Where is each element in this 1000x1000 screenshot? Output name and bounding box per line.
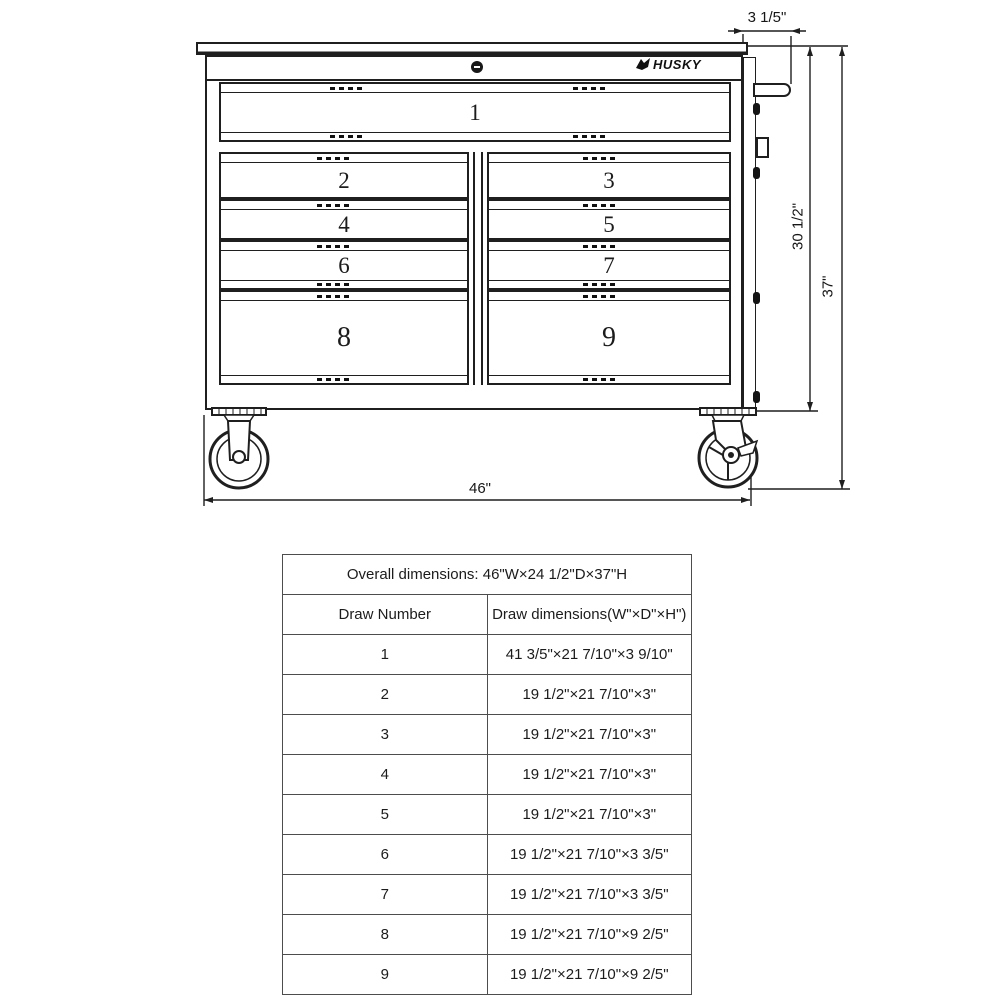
drawer-7-face	[489, 251, 729, 280]
dim-label-overall-width: 46"	[468, 480, 491, 497]
table-row	[283, 795, 692, 835]
drawer-9-label: 9	[602, 322, 616, 353]
drawer-7-bottom-rail	[489, 280, 729, 288]
drawer-number-cell: 8	[283, 915, 488, 955]
drawer-dimensions-cell: 19 1/2"×21 7/10"×9 2/5"	[487, 955, 692, 995]
drawer-5-label: 5	[603, 211, 615, 237]
drawer-6-face	[221, 251, 467, 280]
drawer-9	[487, 290, 731, 385]
drawer-1	[219, 82, 731, 142]
husky-logo	[636, 56, 728, 73]
side-rail-bracket	[753, 292, 760, 304]
table-row	[283, 875, 692, 915]
drawer-6-bottom-rail	[221, 280, 467, 288]
drawer-4-face	[221, 210, 467, 238]
drawer-number-cell: 3	[283, 715, 488, 755]
drawer-8	[219, 290, 469, 385]
left-caster	[210, 408, 268, 488]
drawer-5	[487, 199, 731, 240]
drawer-7-rail	[489, 242, 729, 251]
drawer-dimensions-table	[282, 554, 692, 995]
table-row	[283, 915, 692, 955]
drawer-number-cell: 5	[283, 795, 488, 835]
husky-logo-text: HUSKY	[653, 57, 702, 72]
drawer-2-label: 2	[338, 167, 350, 193]
drawer-6	[219, 240, 469, 290]
table-row	[283, 955, 692, 995]
side-rail-bracket	[753, 391, 760, 403]
drawer-4	[219, 199, 469, 240]
drawer-9-face	[489, 301, 729, 375]
side-handle	[753, 83, 791, 97]
drawer-1-face	[221, 93, 729, 132]
drawer-number-cell: 6	[283, 835, 488, 875]
drawer-8-label: 8	[337, 322, 351, 353]
drawer-5-rail	[489, 201, 729, 210]
cabinet-top-slab	[196, 42, 748, 55]
drawer-3-rail	[489, 154, 729, 163]
overall-dimensions-row	[283, 555, 692, 595]
drawer-9-rail	[489, 292, 729, 301]
drawer-5-face	[489, 210, 729, 238]
drawer-number-cell: 1	[283, 635, 488, 675]
lock-keyhole-icon	[471, 61, 483, 73]
drawer-dimensions-cell: 19 1/2"×21 7/10"×3"	[487, 675, 692, 715]
table-row	[283, 675, 692, 715]
drawer-4-rail	[221, 201, 467, 210]
drawer-dimensions-cell: 19 1/2"×21 7/10"×3 3/5"	[487, 875, 692, 915]
drawer-number-cell: 7	[283, 875, 488, 915]
center-divider-post	[473, 152, 483, 385]
draw-number-header: Draw Number	[283, 595, 488, 635]
dim-label-overall-height: 37"	[819, 275, 837, 298]
table-row	[283, 835, 692, 875]
table-row	[283, 715, 692, 755]
drawer-dimensions-cell: 19 1/2"×21 7/10"×3"	[487, 755, 692, 795]
drawer-number-cell: 4	[283, 755, 488, 795]
drawer-1-label: 1	[469, 100, 481, 125]
table-row	[283, 635, 692, 675]
drawer-number-cell: 9	[283, 955, 488, 995]
drawer-1-bottom-rail	[221, 132, 729, 140]
table-header-row	[283, 595, 692, 635]
table-row	[283, 755, 692, 795]
side-rail-bracket	[753, 103, 760, 115]
drawer-dimensions-cell: 19 1/2"×21 7/10"×9 2/5"	[487, 915, 692, 955]
drawer-1-rail	[221, 84, 729, 93]
drawer-8-bottom-rail	[221, 375, 467, 383]
drawer-3-label: 3	[603, 167, 615, 193]
dim-label-handle-depth: 3 1/5"	[747, 9, 787, 26]
drawer-8-rail	[221, 292, 467, 301]
drawer-3	[487, 152, 731, 199]
drawer-7	[487, 240, 731, 290]
right-caster	[699, 408, 757, 487]
drawer-number-cell: 2	[283, 675, 488, 715]
drawer-2-rail	[221, 154, 467, 163]
draw-dimensions-header: Draw dimensions(W"×D"×H")	[487, 595, 692, 635]
right-drawer-column	[487, 152, 731, 385]
drawer-9-bottom-rail	[489, 375, 729, 383]
drawer-2	[219, 152, 469, 199]
left-drawer-column	[219, 152, 469, 385]
drawer-6-label: 6	[338, 253, 350, 278]
drawer-2-face	[221, 163, 467, 197]
drawer-dimensions-cell: 19 1/2"×21 7/10"×3 3/5"	[487, 835, 692, 875]
lock-slot	[474, 66, 480, 68]
dim-label-cabinet-height: 30 1/2"	[789, 202, 807, 251]
drawer-dimensions-cell: 41 3/5"×21 7/10"×3 9/10"	[487, 635, 692, 675]
drawer-3-face	[489, 163, 729, 197]
side-rail-bracket	[753, 167, 760, 179]
drawer-6-rail	[221, 242, 467, 251]
drawer-4-label: 4	[338, 211, 350, 237]
drawer-8-face	[221, 301, 467, 375]
drawer-7-label: 7	[603, 253, 615, 278]
drawer-dimensions-cell: 19 1/2"×21 7/10"×3"	[487, 795, 692, 835]
overall-dimensions-cell: Overall dimensions: 46"W×24 1/2"D×37"H	[283, 555, 692, 595]
husky-dog-icon	[636, 58, 651, 71]
drawer-dimensions-cell: 19 1/2"×21 7/10"×3"	[487, 715, 692, 755]
side-knob	[756, 137, 769, 158]
